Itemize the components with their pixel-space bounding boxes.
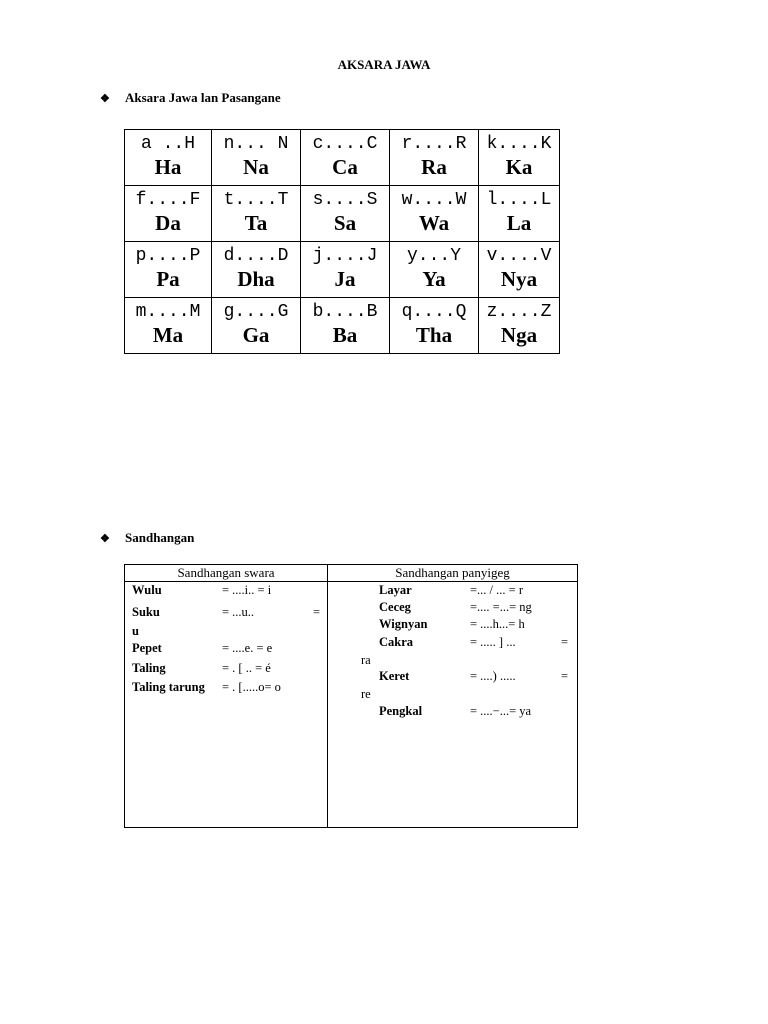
panyigeg-value: =... / ... = r <box>470 583 523 597</box>
syllable: Sa <box>333 211 357 235</box>
swara-label: Wulu <box>132 583 162 597</box>
aksara-cell <box>125 130 212 186</box>
swara-tail: = <box>313 605 321 619</box>
panyigeg-value: =.... =...= ng <box>470 600 532 614</box>
swara-value: = . [ .. = é <box>222 661 271 675</box>
panyigeg-label: Wignyan <box>379 617 428 631</box>
aksara-cell <box>212 242 301 298</box>
aksara-cell <box>125 298 212 354</box>
swara-value: = ...u.. <box>222 605 255 619</box>
panyigeg-wrap: re <box>361 687 371 701</box>
panyigeg-header: Sandhangan panyigeg <box>395 565 510 580</box>
syllable: Ka <box>505 155 533 179</box>
syllable: Ma <box>152 323 184 347</box>
keyboard-key: c....C <box>312 134 378 154</box>
aksara-cell <box>212 186 301 242</box>
syllable: Ha <box>154 155 182 179</box>
panyigeg-value: = ..... ] ... <box>470 635 516 649</box>
keyboard-key: w....W <box>401 190 467 210</box>
aksara-row <box>125 186 560 242</box>
syllable: Ya <box>422 267 446 291</box>
keyboard-key: t....T <box>223 190 289 210</box>
page-title: AKSARA JAWA <box>337 57 431 72</box>
keyboard-key: n... N <box>223 134 289 154</box>
keyboard-key: s....S <box>312 190 378 210</box>
keyboard-key: r....R <box>401 134 467 154</box>
panyigeg-label: Pengkal <box>379 704 423 718</box>
panyigeg-tail: = <box>561 669 569 683</box>
aksara-cell <box>301 298 390 354</box>
aksara-cell <box>479 298 560 354</box>
panyigeg-value: = ....−...= ya <box>470 704 532 718</box>
swara-label: Suku <box>132 605 160 619</box>
keyboard-key: g....G <box>223 302 289 322</box>
syllable: Da <box>155 211 181 235</box>
keyboard-key: q....Q <box>401 302 467 322</box>
aksara-cell <box>212 130 301 186</box>
aksara-cell <box>479 130 560 186</box>
syllable: Dha <box>237 267 275 291</box>
section-label: Aksara Jawa lan Pasangane <box>125 90 281 105</box>
sandhangan-table <box>124 564 578 828</box>
panyigeg-label: Layar <box>379 583 412 597</box>
aksara-cell <box>301 130 390 186</box>
keyboard-key: f....F <box>135 190 201 210</box>
aksara-cell <box>125 242 212 298</box>
diamond-bullet-icon: ❖ <box>100 533 110 545</box>
syllable: Tha <box>415 323 453 347</box>
keyboard-key: j....J <box>312 246 378 266</box>
diamond-bullet-icon: ❖ <box>100 93 110 105</box>
keyboard-key: y...Y <box>406 246 461 266</box>
swara-label: Pepet <box>132 641 162 655</box>
aksara-cell <box>479 242 560 298</box>
section-heading-aksara <box>100 90 281 106</box>
syllable: Nga <box>500 323 538 347</box>
panyigeg-value: = ....) ..... <box>470 669 516 683</box>
swara-value: = . [.....o= o <box>222 680 281 694</box>
aksara-table <box>124 129 560 354</box>
keyboard-key: l....L <box>486 190 552 210</box>
aksara-cell <box>125 186 212 242</box>
syllable: Pa <box>156 267 180 291</box>
keyboard-key: a ..H <box>140 134 195 154</box>
aksara-row <box>125 298 560 354</box>
aksara-row <box>125 130 560 186</box>
swara-wrap: u <box>132 624 139 638</box>
keyboard-key: k....K <box>486 134 552 154</box>
keyboard-key: v....V <box>486 246 552 266</box>
syllable: Ta <box>244 211 268 235</box>
syllable: Ca <box>332 155 358 179</box>
syllable: Ja <box>334 267 356 291</box>
aksara-cell <box>301 186 390 242</box>
keyboard-key: p....P <box>135 246 201 266</box>
syllable: Ba <box>332 323 358 347</box>
swara-label: Taling tarung <box>132 680 205 694</box>
panyigeg-tail: = <box>561 635 569 649</box>
syllable: Wa <box>418 211 450 235</box>
aksara-cell <box>212 298 301 354</box>
swara-value: = ....i.. = i <box>222 583 272 597</box>
keyboard-key: b....B <box>312 302 378 322</box>
aksara-cell <box>390 242 479 298</box>
syllable: La <box>506 211 532 235</box>
panyigeg-value: = ....h...= h <box>470 617 525 631</box>
section-label: Sandhangan <box>125 530 195 545</box>
keyboard-key: z....Z <box>486 302 552 322</box>
aksara-cell <box>479 186 560 242</box>
swara-label: Taling <box>132 661 166 675</box>
aksara-cell <box>390 186 479 242</box>
aksara-row <box>125 242 560 298</box>
section-heading-sandhangan <box>100 530 194 546</box>
syllable: Na <box>243 155 269 179</box>
panyigeg-label: Cakra <box>379 635 414 649</box>
keyboard-key: m....M <box>135 302 201 322</box>
syllable: Nya <box>500 267 538 291</box>
aksara-cell <box>390 130 479 186</box>
swara-header: Sandhangan swara <box>177 565 275 580</box>
panyigeg-wrap: ra <box>361 653 371 667</box>
syllable: Ra <box>421 155 447 179</box>
swara-value: = ....e. = e <box>222 641 273 655</box>
keyboard-key: d....D <box>223 246 289 266</box>
panyigeg-label: Ceceg <box>379 600 411 614</box>
aksara-cell <box>390 298 479 354</box>
syllable: Ga <box>242 323 270 347</box>
aksara-cell <box>301 242 390 298</box>
panyigeg-label: Keret <box>379 669 410 683</box>
